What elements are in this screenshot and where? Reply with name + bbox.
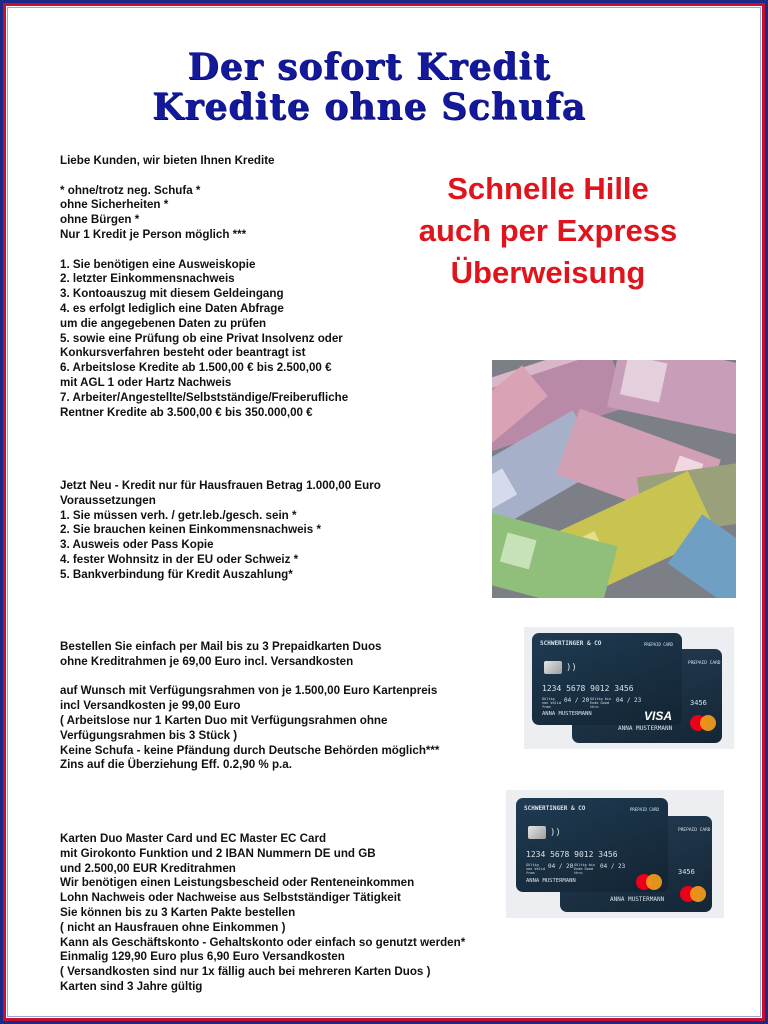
promo-headline bbox=[380, 168, 716, 294]
text-line: 3. Kontoauszug mit diesem Geldeingang bbox=[60, 287, 284, 301]
card-holder-back-2: ANNA MUSTERMANN bbox=[610, 896, 665, 903]
card-holder-2: ANNA MUSTERMANN bbox=[526, 878, 576, 884]
text-line: auf Wunsch mit Verfügungsrahmen von je 1.500,00 Euro Kartenpreis bbox=[60, 684, 438, 698]
card-valid-from: 04 / 20 bbox=[564, 697, 590, 704]
text-line: Rentner Kredite ab 3.500,00 € bis 350.000,00 € bbox=[60, 405, 313, 419]
mastercard-logo bbox=[690, 715, 716, 731]
text-line: Lohn Nachweis oder Nachweise aus Selbstständiger Tätigkeit bbox=[60, 891, 401, 905]
text-line: Verfügungsrahmen bis 3 Stück ) bbox=[60, 728, 238, 742]
card-brand: SCHWERTINGER & CO bbox=[540, 640, 602, 647]
mastercard-logo-front bbox=[636, 874, 662, 890]
mastercard-logo-back bbox=[680, 886, 706, 902]
card-chip-icon bbox=[544, 661, 562, 674]
text-line: Einmalig 129,90 Euro plus 6,90 Euro Versandkosten bbox=[60, 950, 345, 964]
text-line: 1. Sie benötigen eine Ausweiskopie bbox=[60, 257, 256, 271]
text-line: 2. letzter Einkommensnachweis bbox=[60, 272, 235, 286]
card-valid-thru-label: Gültig bis Ende Good thru bbox=[590, 697, 612, 709]
card-valid-thru-label-2: Gültig bis Ende Good thru bbox=[574, 863, 596, 875]
text-line: ohne Sicherheiten * bbox=[60, 198, 169, 212]
card-brand-2: SCHWERTINGER & CO bbox=[524, 805, 586, 812]
card-prepaid-label-front: PREPAID CARD bbox=[644, 642, 673, 647]
card-number-back-2: 3456 bbox=[678, 868, 695, 876]
text-line: Karten sind 3 Jahre gültig bbox=[60, 979, 203, 993]
card-prepaid-label: PREPAID CARD bbox=[688, 661, 721, 666]
promo-line-2: auch per Express bbox=[418, 213, 678, 248]
card-front bbox=[532, 633, 682, 725]
text-line: 4. fester Wohnsitz in der EU oder Schweiz * bbox=[60, 552, 299, 566]
prepaid-card-duo-image bbox=[524, 627, 734, 749]
card-holder-back: ANNA MUSTERMANN bbox=[618, 725, 673, 732]
page-title-line-1: Der sofort Kredit bbox=[187, 46, 551, 88]
card-holder: ANNA MUSTERMANN bbox=[542, 711, 592, 717]
money-photo bbox=[492, 360, 736, 598]
contactless-icon: )) bbox=[566, 663, 577, 673]
card-number-back: 3456 bbox=[690, 699, 707, 707]
card-valid-thru-2: 04 / 23 bbox=[600, 863, 626, 870]
text-line: * ohne/trotz neg. Schufa * bbox=[60, 183, 201, 197]
text-line: Wir benötigen einen Leistungsbescheid oder Renteneinkommen bbox=[60, 876, 415, 890]
text-line: mit Girokonto Funktion und 2 IBAN Nummern DE und GB bbox=[60, 846, 376, 860]
page-title-line-2: Kredite ohne Schufa bbox=[152, 86, 586, 128]
text-line: und 2.500,00 EUR Kreditrahmen bbox=[60, 861, 236, 875]
promo-line-3: Überweisung bbox=[450, 255, 646, 290]
text-line: ( Versandkosten sind nur 1x fällig auch bei mehreren Karten Duos ) bbox=[60, 965, 431, 979]
text-line: 4. es erfolgt lediglich eine Daten Abfrage bbox=[60, 301, 284, 315]
text-line: ohne Kreditrahmen je 69,00 Euro incl. Versandkosten bbox=[60, 654, 354, 668]
text-line: Zins auf die Überziehung Eff. 0.2,90 % p.a. bbox=[60, 758, 292, 772]
text-line: Liebe Kunden, wir bieten Ihnen Kredite bbox=[60, 154, 275, 167]
text-line: mit AGL 1 oder Hartz Nachweis bbox=[60, 375, 232, 389]
text-line: Sie können bis zu 3 Karten Pakte bestellen bbox=[60, 905, 296, 919]
card-valid-from-label: Gültig von Valid from bbox=[542, 697, 561, 709]
text-line: 2. Sie brauchen keinen Einkommensnachweis * bbox=[60, 523, 321, 537]
text-line: 6. Arbeitslose Kredite ab 1.500,00 € bis 2.500,00 € bbox=[60, 361, 332, 375]
card-chip-icon-2 bbox=[528, 826, 546, 839]
blank-line bbox=[60, 243, 348, 258]
text-line: incl Versandkosten je 99,00 Euro bbox=[60, 699, 241, 713]
text-line: 3. Ausweis oder Pass Kopie bbox=[60, 538, 214, 552]
text-line: Voraussetzungen bbox=[60, 493, 156, 507]
card-prepaid-label-front-2: PREPAID CARD bbox=[630, 807, 659, 812]
blank-line bbox=[60, 670, 439, 685]
section-credit-offer bbox=[60, 154, 348, 420]
text-line: 1. Sie müssen verh. / getr.leb./gesch. sein * bbox=[60, 508, 297, 522]
card-prepaid-label-2: PREPAID CARD bbox=[678, 828, 711, 833]
card-valid-from-2: 04 / 20 bbox=[548, 863, 574, 870]
text-line: 5. sowie eine Prüfung ob eine Privat Insolvenz oder bbox=[60, 331, 343, 345]
text-line: Konkursverfahren besteht oder beantragt ist bbox=[60, 346, 306, 360]
text-line: Bestellen Sie einfach per Mail bis zu 3 Prepaidkarten Duos bbox=[60, 640, 382, 653]
blank-line bbox=[60, 169, 348, 184]
contactless-icon-2: )) bbox=[550, 828, 561, 838]
text-line: Nur 1 Kredit je Person möglich *** bbox=[60, 227, 247, 241]
euro-banknotes-image bbox=[492, 360, 736, 598]
card-valid-thru: 04 / 23 bbox=[616, 697, 642, 704]
visa-logo: VISA bbox=[644, 709, 673, 723]
card-valid-from-label-2: Gültig von Valid from bbox=[526, 863, 545, 875]
text-line: Keine Schufa - keine Pfändung durch Deutsche Behörden möglich*** bbox=[60, 743, 440, 757]
promo-line-1: Schnelle Hille bbox=[447, 171, 649, 206]
text-line: ohne Bürgen * bbox=[60, 213, 140, 227]
card-front-2 bbox=[516, 798, 668, 892]
section-card-duo-master bbox=[60, 832, 465, 995]
text-line: ( Arbeitslose nur 1 Karten Duo mit Verfügungsrahmen ohne bbox=[60, 713, 388, 727]
text-line: Kann als Geschäftskonto - Gehaltskonto oder einfach so genutzt werden* bbox=[60, 935, 466, 949]
mastercard-duo-image bbox=[506, 790, 724, 918]
text-line: 5. Bankverbindung für Kredit Auszahlung* bbox=[60, 567, 293, 581]
text-line: ( nicht an Hausfrauen ohne Einkommen ) bbox=[60, 920, 286, 934]
section-housewife-credit bbox=[60, 479, 381, 583]
text-line: Karten Duo Master Card und EC Master EC Card bbox=[60, 832, 327, 845]
card-number: 1234 5678 9012 3456 bbox=[542, 684, 634, 693]
text-line: 7. Arbeiter/Angestellte/Selbstständige/Freiberufliche bbox=[60, 390, 349, 404]
section-prepaid-cards bbox=[60, 640, 439, 773]
text-line: Jetzt Neu - Kredit nur für Hausfrauen Betrag 1.000,00 Euro bbox=[60, 479, 381, 492]
text-line: um die angegebenen Daten zu prüfen bbox=[60, 316, 267, 330]
card-number-2: 1234 5678 9012 3456 bbox=[526, 850, 618, 859]
